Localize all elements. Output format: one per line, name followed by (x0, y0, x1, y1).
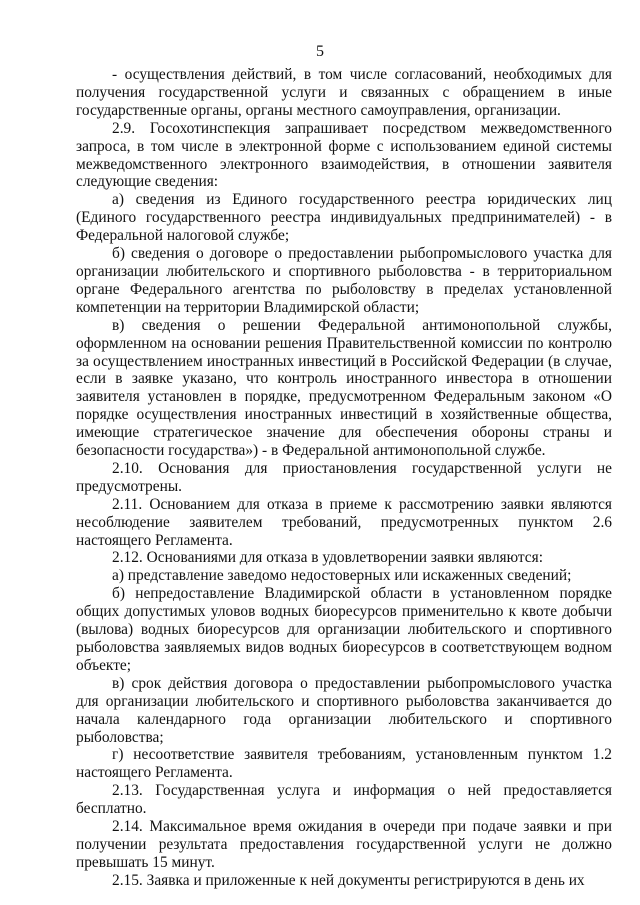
paragraph-2-13: 2.13. Государственная услуга и информация о ней предоставляется бесплатно. (76, 782, 612, 818)
paragraph-2-11: 2.11. Основанием для отказа в приеме к рассмотрению заявки являются несоблюдение заявителем требований, предусмотренных пунктом 2.6 настоящего Регламента. (76, 495, 612, 549)
paragraph-2-12-a: а) представление заведомо недостоверных или искаженных сведений; (112, 567, 572, 585)
paragraph-2-10: 2.10. Основания для приостановления государственной услуги не предусмотрены. (76, 459, 612, 495)
paragraph-actions-continuation: - осуществления действий, в том числе согласований, необходимых для получения государственной услуги и связанных с обращением в иные государственные органы, органы местного самоуправления, организации. (76, 66, 612, 119)
paragraph-2-14: 2.14. Максимальное время ожидания в очереди при подаче заявки и при получении результата предоставления государственной услуги не должно превышать 15 минут. (76, 818, 612, 871)
document-body (76, 66, 612, 890)
page-number: 5 (316, 43, 324, 60)
paragraph-2-9-a: а) сведения из Единого государственного реестра юридических лиц (Единого государственного реестра индивидуальных предпринимателей) - в Федеральной налоговой службе; (76, 191, 612, 245)
paragraph-2-12-v: в) срок действия договора о предоставлении рыбопромыслового участка для организации любительского и спортивного рыболовства заканчивается до начала календарного года организации любительского и спортивного рыболовства; (76, 674, 612, 746)
paragraph-2-15: 2.15. Заявка и приложенные к ней документы регистрируются в день их (112, 871, 585, 889)
paragraph-2-9-b: б) сведения о договоре о предоставлении рыбопромыслового участка для организации любительского и спортивного рыболовства - в территориальном органе Федерального агентства по рыболовству в пределах установленной компетенции на территории Владимирской области; (76, 245, 612, 316)
paragraph-2-12: 2.12. Основаниями для отказа в удовлетворении заявки являются: (112, 549, 543, 567)
paragraph-2-12-g: г) несоответствие заявителя требованиям, установленным пунктом 1.2 настоящего Регламента. (76, 746, 612, 782)
paragraph-2-9: 2.9. Госохотинспекция запрашивает посредством межведомственного запроса, в том числе в электронной форме с использованием единой системы межведомственного электронного взаимодействия, в отношении заявителя следующие сведения: (76, 119, 612, 191)
paragraph-2-9-v: в) сведения о решении Федеральной антимонопольной службы, оформленном на основании решения Правительственной комиссии по контролю за осуществлением иностранных инвестиций в Российской Федерации (в случае, если в заявке указано, что контроль иностранного инвестора в отношении заявителя установлен в порядке, предусмотренном Федеральным законом «О порядке осуществления иностранных инвестиций в хозяйственные общества, имеющие стратегическое значение для обеспечения обороны страны и безопасности государства») - в Федеральной антимонопольной службе. (76, 316, 612, 460)
paragraph-2-12-b: б) непредоставление Владимирской области в установленном порядке общих допустимых уловов водных биоресурсов применительно к квоте добычи (вылова) водных биоресурсов для организации любительского и спортивного рыболовства заявляемых видов водных биоресурсов в соответствующем водном объекте; (76, 585, 612, 674)
